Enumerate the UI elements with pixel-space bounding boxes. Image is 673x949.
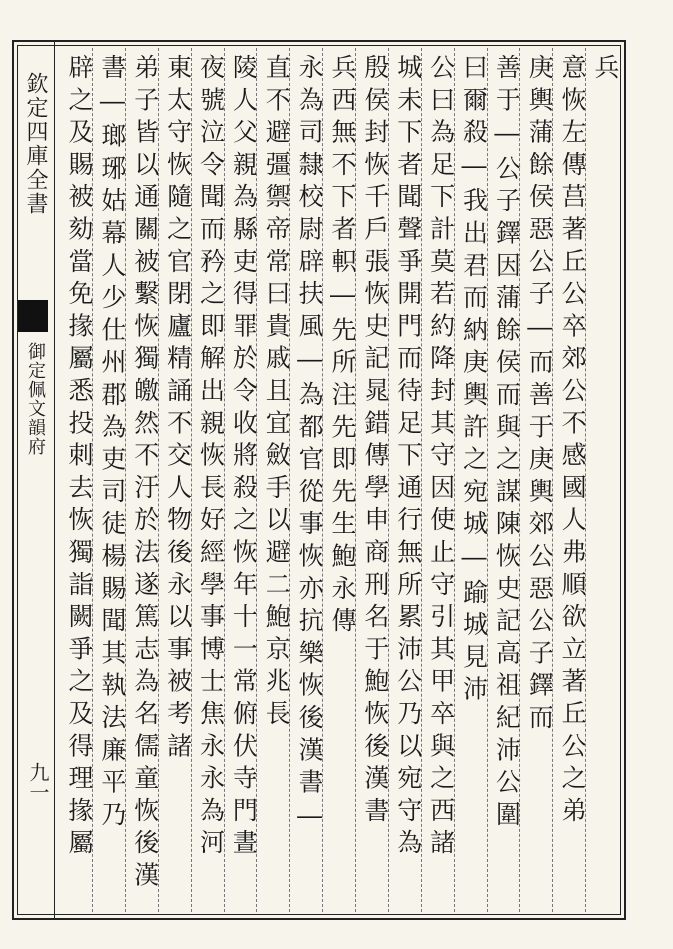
book-title: 欽定四庫全書 [23,72,48,216]
text-column: 殷侯封恢千戶張恢史記晁錯傳學申商刑名于鮑恢後漢書 [355,48,388,912]
text-column: 善于―公子鐸因蒲餘侯而與之謀陳恢史記高祖紀沛公圍 [487,48,520,912]
text-body [60,48,618,912]
fish-tail-mark [18,300,48,332]
page-frame [12,40,626,920]
text-column: 意恢左傳莒著丘公卒郊公不感國人弗順欲立著丘公之弟 [552,48,585,912]
text-column: 東太守恢隨之官閉廬精誦不交人物後永以事被考諸 [158,48,191,912]
text-column: 夜號泣令聞而矜之即解出親恢長好經學事博士焦永永為河 [191,48,224,912]
text-column: 陵人父親為縣吏得罪於令收將殺之恢年十一常俯伏寺門晝 [224,48,257,912]
text-column: 直不避彊禦帝常曰貴戚且宜斂手以避二鮑京兆長 [256,48,289,912]
text-column: 弟子皆以通關被繫恢獨皦然不汙於法遂篤志為名儒童恢後漢 [125,48,158,912]
text-column: 城未下者聞聲爭開門而待足下通行無所累沛公乃以宛守為 [388,48,421,912]
margin-column [14,42,55,918]
page-number: 九一 [26,762,50,802]
text-column: 公曰為足下計莫若約降封其守因使止守引其甲卒與之西諸 [421,48,454,912]
text-column: 辟之及賜被劾當免掾屬悉投刺去恢獨詣闕爭之及得理掾屬 [65,54,94,862]
text-column: 永為司隸校尉辟扶風―為都官從事恢亦抗樂恢後漢書― [289,48,322,912]
book-subtitle: 御定佩文韻府 [25,342,46,456]
text-column: 兵西無不下者軹―先所注先即先生鮑永傳 [322,48,355,912]
text-column: 曰爾殺―我出君而納庚輿許之宛城―踰城見沛 [454,48,487,912]
text-column: 庚輿蒲餘侯惡公子―而善于庚輿郊公惡公子鐸而 [519,48,552,912]
text-column: 書―瑯琊姑幕人少仕州郡為吏司徒楊賜聞其執法廉平乃 [92,48,125,912]
text-column: 兵 [585,48,618,912]
